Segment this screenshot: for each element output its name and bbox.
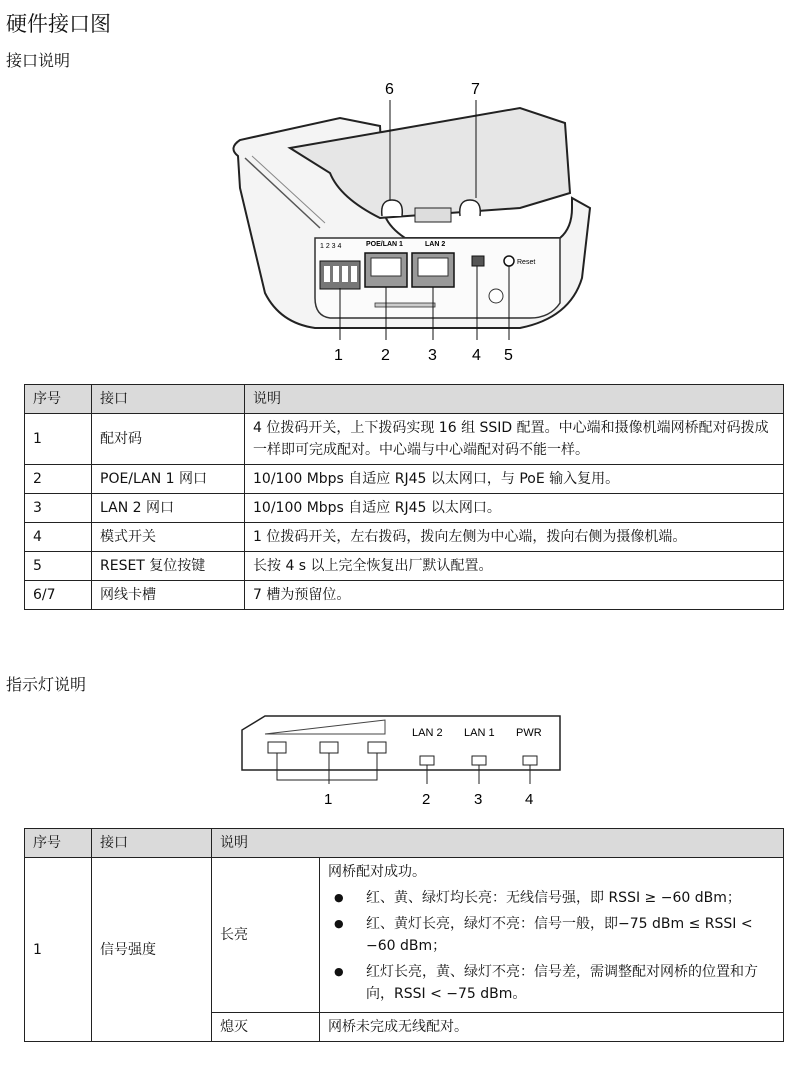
row-desc: 长按 4 s 以上完全恢复出厂默认配置。	[245, 552, 784, 581]
pwr-led	[523, 756, 537, 765]
lan2-led-label: LAN 2	[412, 727, 443, 739]
row-num: 3	[25, 494, 92, 523]
poe-lan1-label: POE/LAN 1	[366, 241, 403, 248]
callout-3: 3	[428, 347, 437, 364]
row-desc: 1 位拨码开关，左右拨码，拨向左侧为中心端，拨向右侧为摄像机端。	[245, 523, 784, 552]
signal-led-3	[368, 742, 386, 753]
lan2-label: LAN 2	[425, 241, 446, 248]
state-on-intro: 网桥配对成功。	[328, 864, 426, 880]
callout-2: 2	[381, 347, 390, 364]
reset-label: Reset	[517, 259, 536, 266]
row-name: POE/LAN 1 网口	[92, 465, 245, 494]
bullet-text: 红灯长亮，黄、绿灯不亮：信号差，需调整配对网桥的位置和方向，RSSI < −75 dBm。	[366, 964, 758, 1002]
callout-7: 7	[471, 81, 480, 98]
interface-table	[24, 384, 784, 610]
table-row	[25, 465, 784, 494]
bullet-item	[328, 887, 775, 909]
header-num: 序号	[25, 829, 92, 858]
pwr-led-label: PWR	[516, 727, 542, 739]
row-desc: 10/100 Mbps 自适应 RJ45 以太网口，与 PoE 输入复用。	[245, 465, 784, 494]
table-row	[25, 581, 784, 610]
table-header-row	[25, 385, 784, 414]
mode-switch	[472, 256, 484, 266]
table-header-row	[25, 829, 784, 858]
bullet-icon: ●	[334, 917, 344, 930]
row-name: 配对码	[92, 414, 245, 465]
bullet-item	[328, 913, 775, 957]
callout-6: 6	[385, 81, 394, 98]
state-on: 长亮	[212, 858, 320, 1013]
header-interface: 接口	[92, 385, 245, 414]
row-num: 5	[25, 552, 92, 581]
callout-1: 1	[334, 347, 343, 364]
cable-slot-6	[382, 200, 403, 216]
led-callout-2: 2	[422, 791, 431, 808]
row-name: 信号强度	[92, 858, 212, 1042]
callout-5: 5	[504, 347, 513, 364]
signal-led-1	[268, 742, 286, 753]
row-name: RESET 复位按键	[92, 552, 245, 581]
row-name: 模式开关	[92, 523, 245, 552]
dip-label: 1 2 3 4	[320, 243, 342, 250]
row-desc: 4 位拨码开关，上下拨码实现 16 组 SSID 配置。中心端和摄像机端网桥配对码拨成一样即可完成配对。中心端与中心端配对码不能一样。	[245, 414, 784, 465]
bullet-item	[328, 961, 775, 1005]
table-row	[25, 523, 784, 552]
row-num: 6/7	[25, 581, 92, 610]
hardware-interface-figure	[220, 78, 600, 368]
row-num: 4	[25, 523, 92, 552]
page-title: 硬件接口图	[6, 12, 111, 36]
lan2-led	[420, 756, 434, 765]
cable-slot-7	[460, 200, 481, 216]
table-row	[25, 552, 784, 581]
led-callout-3: 3	[474, 791, 483, 808]
header-interface: 接口	[92, 829, 212, 858]
header-description: 说明	[245, 385, 784, 414]
row-name: 网线卡槽	[92, 581, 245, 610]
lan1-led-label: LAN 1	[464, 727, 495, 739]
header-num: 序号	[25, 385, 92, 414]
led-callout-1: 1	[324, 791, 333, 808]
bullet-text: 红、黄灯长亮，绿灯不亮：信号一般，即−75 dBm ≤ RSSI < −60 dBm；	[366, 916, 753, 954]
led-callout-4: 4	[525, 791, 534, 808]
row-num: 2	[25, 465, 92, 494]
signal-led-2	[320, 742, 338, 753]
indicator-panel-figure	[240, 712, 570, 812]
state-off-desc: 网桥未完成无线配对。	[320, 1013, 784, 1042]
section-heading-interface: 接口说明	[6, 51, 71, 70]
row-num: 1	[25, 858, 92, 1042]
table-row	[25, 858, 784, 1013]
section-heading-leds: 指示灯说明	[6, 675, 87, 694]
indicator-table	[24, 828, 784, 1042]
reset-button	[504, 256, 514, 266]
row-desc: 10/100 Mbps 自适应 RJ45 以太网口。	[245, 494, 784, 523]
row-num: 1	[25, 414, 92, 465]
bullet-icon: ●	[334, 965, 344, 978]
callout-4: 4	[472, 347, 481, 364]
bullet-icon: ●	[334, 891, 344, 904]
header-description: 说明	[212, 829, 784, 858]
row-name: LAN 2 网口	[92, 494, 245, 523]
state-off: 熄灭	[212, 1013, 320, 1042]
state-on-desc	[320, 858, 784, 1013]
bullet-text: 红、黄、绿灯均长亮：无线信号强，即 RSSI ≥ −60 dBm；	[366, 890, 741, 906]
table-row	[25, 414, 784, 465]
lan1-led	[472, 756, 486, 765]
indicator-panel	[242, 716, 560, 770]
row-desc: 7 槽为预留位。	[245, 581, 784, 610]
table-row	[25, 494, 784, 523]
